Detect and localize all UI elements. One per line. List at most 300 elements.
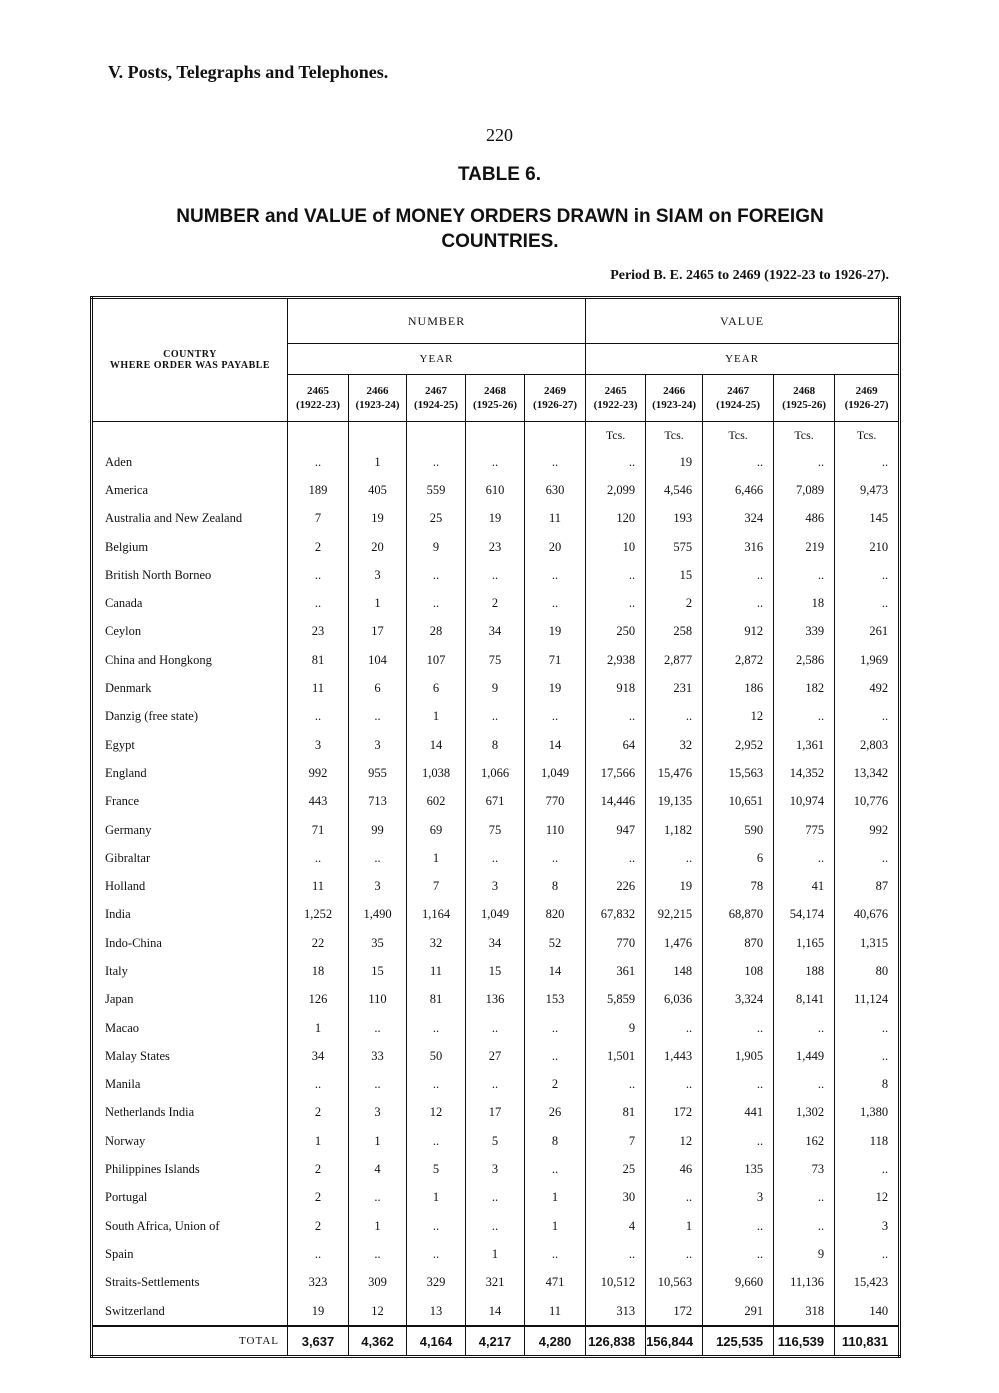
value-cell: 14,352 bbox=[774, 759, 835, 787]
value-cell: 110,831 bbox=[835, 1326, 900, 1357]
country-text: France bbox=[105, 794, 140, 809]
number-cell: 136 bbox=[466, 986, 525, 1014]
number-cell: .. bbox=[288, 589, 349, 617]
value-cell: 19 bbox=[646, 872, 703, 900]
number-cell: 20 bbox=[349, 533, 407, 561]
table-row bbox=[92, 589, 900, 617]
country-header bbox=[92, 298, 288, 422]
country-name bbox=[92, 1042, 288, 1070]
year-be: 2469 bbox=[544, 385, 567, 397]
number-cell: 405 bbox=[349, 476, 407, 504]
number-cell: 14 bbox=[525, 731, 586, 759]
country-text: Holland bbox=[105, 879, 146, 894]
title-line-2: COUNTRIES. bbox=[441, 231, 559, 252]
value-cell: 10,651 bbox=[703, 788, 774, 816]
value-cell: 6,036 bbox=[646, 986, 703, 1014]
value-cell: 10,776 bbox=[835, 788, 900, 816]
number-cell: 32 bbox=[407, 929, 466, 957]
number-cell: .. bbox=[407, 1212, 466, 1240]
country-text: Canada bbox=[105, 596, 143, 611]
country-text: Norway bbox=[105, 1133, 146, 1148]
number-cell: .. bbox=[407, 1240, 466, 1268]
empty-cell bbox=[407, 422, 466, 449]
value-cell: 78 bbox=[703, 872, 774, 900]
country-name bbox=[92, 533, 288, 561]
value-cell: 19 bbox=[646, 448, 703, 476]
number-cell: 153 bbox=[525, 986, 586, 1014]
country-text: British North Borneo bbox=[105, 567, 212, 582]
number-cell: .. bbox=[525, 561, 586, 589]
section-heading: V. Posts, Telegraphs and Telephones. bbox=[108, 62, 389, 82]
number-cell: 52 bbox=[525, 929, 586, 957]
value-cell: 324 bbox=[703, 505, 774, 533]
value-cell: 126,838 bbox=[586, 1326, 646, 1357]
country-name bbox=[92, 1184, 288, 1212]
value-cell: 1,969 bbox=[835, 646, 900, 674]
country-name bbox=[92, 759, 288, 787]
country-text: Japan bbox=[105, 992, 134, 1007]
number-cell: 1 bbox=[349, 1127, 407, 1155]
value-cell: 441 bbox=[703, 1099, 774, 1127]
year-be: 2468 bbox=[484, 385, 506, 397]
value-cell: 92,215 bbox=[646, 901, 703, 929]
country-name bbox=[92, 703, 288, 731]
value-cell: 3 bbox=[835, 1212, 900, 1240]
empty-cell bbox=[288, 422, 349, 449]
country-name bbox=[92, 476, 288, 504]
number-cell: 1 bbox=[525, 1184, 586, 1212]
number-cell: 992 bbox=[288, 759, 349, 787]
country-name bbox=[92, 1212, 288, 1240]
number-cell: 26 bbox=[525, 1099, 586, 1127]
country-text: Indo-China bbox=[105, 935, 162, 950]
number-cell: 3,637 bbox=[288, 1326, 349, 1357]
country-name bbox=[92, 957, 288, 985]
period-line: Period B. E. 2465 to 2469 (1922-23 to 1926-27). bbox=[610, 268, 889, 283]
table-title bbox=[150, 204, 850, 254]
unit-label: Tcs. bbox=[774, 422, 835, 449]
value-cell: 46 bbox=[646, 1155, 703, 1183]
value-cell: 1,476 bbox=[646, 929, 703, 957]
number-cell: 713 bbox=[349, 788, 407, 816]
number-cell: 1 bbox=[349, 1212, 407, 1240]
table-row bbox=[92, 1155, 900, 1183]
number-cell: .. bbox=[349, 703, 407, 731]
number-cell: 12 bbox=[349, 1297, 407, 1326]
value-cell: 54,174 bbox=[774, 901, 835, 929]
number-cell: .. bbox=[349, 1240, 407, 1268]
value-cell: 1 bbox=[646, 1212, 703, 1240]
value-cell: 912 bbox=[703, 618, 774, 646]
value-cell: 172 bbox=[646, 1297, 703, 1326]
value-cell: .. bbox=[646, 1071, 703, 1099]
value-header: VALUE bbox=[586, 298, 900, 344]
number-cell: 1,038 bbox=[407, 759, 466, 787]
value-cell: .. bbox=[774, 561, 835, 589]
value-cell: 2,952 bbox=[703, 731, 774, 759]
number-cell: 104 bbox=[349, 646, 407, 674]
number-cell: .. bbox=[466, 448, 525, 476]
country-text: Switzerland bbox=[105, 1303, 165, 1318]
value-cell: 12 bbox=[835, 1184, 900, 1212]
country-name bbox=[92, 646, 288, 674]
value-cell: 9 bbox=[774, 1240, 835, 1268]
value-cell: 4 bbox=[586, 1212, 646, 1240]
empty-cell bbox=[349, 422, 407, 449]
value-cell: 15,423 bbox=[835, 1269, 900, 1297]
number-cell: .. bbox=[349, 844, 407, 872]
number-cell: .. bbox=[525, 448, 586, 476]
country-name bbox=[92, 1269, 288, 1297]
value-cell: 2,877 bbox=[646, 646, 703, 674]
value-cell: 770 bbox=[586, 929, 646, 957]
country-name bbox=[92, 1071, 288, 1099]
value-cell: 316 bbox=[703, 533, 774, 561]
number-cell: .. bbox=[525, 1240, 586, 1268]
value-cell: 361 bbox=[586, 957, 646, 985]
value-cell: 41 bbox=[774, 872, 835, 900]
value-year-2469 bbox=[835, 375, 900, 422]
number-cell: 15 bbox=[466, 957, 525, 985]
number-cell: 630 bbox=[525, 476, 586, 504]
number-cell: 35 bbox=[349, 929, 407, 957]
value-cell: 575 bbox=[646, 533, 703, 561]
country-text: Germany bbox=[105, 822, 152, 837]
country-text: TOTAL bbox=[239, 1335, 279, 1348]
number-cell: 23 bbox=[466, 533, 525, 561]
number-cell: 71 bbox=[525, 646, 586, 674]
country-name bbox=[92, 844, 288, 872]
value-cell: 30 bbox=[586, 1184, 646, 1212]
number-cell: 1 bbox=[349, 448, 407, 476]
table-row bbox=[92, 674, 900, 702]
number-cell: 34 bbox=[466, 929, 525, 957]
number-cell: 25 bbox=[407, 505, 466, 533]
number-cell: 323 bbox=[288, 1269, 349, 1297]
country-text: Spain bbox=[105, 1246, 134, 1261]
number-cell: .. bbox=[525, 589, 586, 617]
table-row bbox=[92, 1099, 900, 1127]
number-cell: 820 bbox=[525, 901, 586, 929]
value-cell: 8 bbox=[835, 1071, 900, 1099]
number-cell: 71 bbox=[288, 816, 349, 844]
value-cell: 116,539 bbox=[774, 1326, 835, 1357]
table-row bbox=[92, 957, 900, 985]
country-header-line-1: COUNTRY bbox=[163, 349, 217, 360]
country-text: Aden bbox=[105, 454, 133, 469]
value-cell: 10,512 bbox=[586, 1269, 646, 1297]
number-cell: 471 bbox=[525, 1269, 586, 1297]
number-cell: 75 bbox=[466, 816, 525, 844]
value-cell: 261 bbox=[835, 618, 900, 646]
value-cell: 40,676 bbox=[835, 901, 900, 929]
year-be: 2465 bbox=[307, 385, 329, 397]
value-cell: .. bbox=[835, 1155, 900, 1183]
value-cell: 918 bbox=[586, 674, 646, 702]
country-name bbox=[92, 1240, 288, 1268]
value-cell: .. bbox=[774, 1014, 835, 1042]
number-cell: 1 bbox=[288, 1127, 349, 1155]
value-cell: .. bbox=[586, 1071, 646, 1099]
table-row bbox=[92, 1297, 900, 1326]
number-cell: 107 bbox=[407, 646, 466, 674]
value-cell: 145 bbox=[835, 505, 900, 533]
number-cell: .. bbox=[466, 561, 525, 589]
table-row bbox=[92, 929, 900, 957]
value-cell: 250 bbox=[586, 618, 646, 646]
value-cell: 32 bbox=[646, 731, 703, 759]
number-year-2468 bbox=[466, 375, 525, 422]
value-cell: 188 bbox=[774, 957, 835, 985]
value-cell: .. bbox=[774, 1184, 835, 1212]
number-cell: 5 bbox=[407, 1155, 466, 1183]
number-cell: 7 bbox=[407, 872, 466, 900]
number-cell: 309 bbox=[349, 1269, 407, 1297]
country-name bbox=[92, 505, 288, 533]
number-cell: 11 bbox=[525, 505, 586, 533]
value-cell: .. bbox=[774, 1212, 835, 1240]
number-cell: 1,164 bbox=[407, 901, 466, 929]
value-cell: 135 bbox=[703, 1155, 774, 1183]
value-cell: .. bbox=[835, 844, 900, 872]
number-year-2465 bbox=[288, 375, 349, 422]
year-ce: (1924-25) bbox=[414, 399, 458, 411]
number-cell: 3 bbox=[466, 1155, 525, 1183]
number-cell: 9 bbox=[466, 674, 525, 702]
number-cell: 14 bbox=[466, 1297, 525, 1326]
table-row bbox=[92, 448, 900, 476]
number-cell: 1 bbox=[407, 703, 466, 731]
number-cell: 321 bbox=[466, 1269, 525, 1297]
value-cell: 7 bbox=[586, 1127, 646, 1155]
country-text: Australia and New Zealand bbox=[105, 511, 243, 526]
table-row bbox=[92, 533, 900, 561]
number-cell: 4,164 bbox=[407, 1326, 466, 1357]
value-cell: 1,182 bbox=[646, 816, 703, 844]
number-cell: .. bbox=[525, 1155, 586, 1183]
value-cell: .. bbox=[586, 703, 646, 731]
value-cell: 67,832 bbox=[586, 901, 646, 929]
number-cell: 770 bbox=[525, 788, 586, 816]
number-cell: 8 bbox=[525, 872, 586, 900]
country-text: Malay States bbox=[105, 1048, 170, 1063]
value-year-2465 bbox=[586, 375, 646, 422]
number-cell: 11 bbox=[407, 957, 466, 985]
number-cell: 4,217 bbox=[466, 1326, 525, 1357]
year-be: 2468 bbox=[793, 385, 816, 397]
value-cell: 8,141 bbox=[774, 986, 835, 1014]
table-row bbox=[92, 901, 900, 929]
number-cell: 13 bbox=[407, 1297, 466, 1326]
country-header-line-2: WHERE ORDER WAS PAYABLE bbox=[109, 360, 271, 371]
value-cell: 140 bbox=[835, 1297, 900, 1326]
value-cell: 10 bbox=[586, 533, 646, 561]
empty-cell bbox=[525, 422, 586, 449]
number-cell: 3 bbox=[349, 561, 407, 589]
value-cell: .. bbox=[646, 703, 703, 731]
number-cell: .. bbox=[466, 1212, 525, 1240]
country-text: Ceylon bbox=[105, 624, 142, 639]
value-cell: .. bbox=[835, 448, 900, 476]
number-cell: 19 bbox=[525, 674, 586, 702]
country-text: Manila bbox=[105, 1077, 141, 1092]
value-cell: 186 bbox=[703, 674, 774, 702]
number-cell: 17 bbox=[466, 1099, 525, 1127]
value-cell: .. bbox=[646, 1184, 703, 1212]
number-cell: 23 bbox=[288, 618, 349, 646]
country-name bbox=[92, 448, 288, 476]
number-cell: 110 bbox=[349, 986, 407, 1014]
year-ce: (1925-26) bbox=[782, 399, 827, 411]
value-cell: 313 bbox=[586, 1297, 646, 1326]
country-text: Straits-Settlements bbox=[105, 1275, 200, 1290]
number-cell: 81 bbox=[407, 986, 466, 1014]
value-cell: 125,535 bbox=[703, 1326, 774, 1357]
table-row bbox=[92, 731, 900, 759]
page-number: 220 bbox=[486, 125, 513, 145]
value-cell: 162 bbox=[774, 1127, 835, 1155]
value-cell: 87 bbox=[835, 872, 900, 900]
number-cell: .. bbox=[288, 561, 349, 589]
number-cell: 81 bbox=[288, 646, 349, 674]
country-text: Portugal bbox=[105, 1190, 148, 1205]
value-cell: 193 bbox=[646, 505, 703, 533]
number-cell: 34 bbox=[288, 1042, 349, 1070]
value-cell: 10,974 bbox=[774, 788, 835, 816]
number-cell: 602 bbox=[407, 788, 466, 816]
number-cell: .. bbox=[466, 703, 525, 731]
value-cell: .. bbox=[703, 1014, 774, 1042]
value-cell: 17,566 bbox=[586, 759, 646, 787]
number-cell: 2 bbox=[288, 1155, 349, 1183]
value-cell: 6,466 bbox=[703, 476, 774, 504]
number-year-header: YEAR bbox=[288, 344, 586, 375]
country-text: Italy bbox=[105, 963, 128, 978]
country-name bbox=[92, 674, 288, 702]
country-name bbox=[92, 788, 288, 816]
empty-cell bbox=[92, 422, 288, 449]
number-cell: 11 bbox=[288, 872, 349, 900]
unit-label: Tcs. bbox=[586, 422, 646, 449]
value-cell: 1,443 bbox=[646, 1042, 703, 1070]
value-cell: .. bbox=[586, 561, 646, 589]
number-cell: 18 bbox=[288, 957, 349, 985]
table-row bbox=[92, 1071, 900, 1099]
value-cell: 486 bbox=[774, 505, 835, 533]
value-cell: 14,446 bbox=[586, 788, 646, 816]
number-cell: 1,049 bbox=[525, 759, 586, 787]
number-cell: .. bbox=[407, 1071, 466, 1099]
year-be: 2467 bbox=[727, 385, 750, 397]
value-cell: 1,380 bbox=[835, 1099, 900, 1127]
value-cell: 18 bbox=[774, 589, 835, 617]
number-cell: 329 bbox=[407, 1269, 466, 1297]
value-cell: 775 bbox=[774, 816, 835, 844]
number-cell: 14 bbox=[407, 731, 466, 759]
value-cell: 590 bbox=[703, 816, 774, 844]
number-cell: 110 bbox=[525, 816, 586, 844]
value-cell: .. bbox=[703, 1127, 774, 1155]
country-text: India bbox=[105, 907, 131, 922]
number-cell: 1,252 bbox=[288, 901, 349, 929]
value-cell: 258 bbox=[646, 618, 703, 646]
country-name bbox=[92, 872, 288, 900]
number-cell: 69 bbox=[407, 816, 466, 844]
country-text: Philippines Islands bbox=[105, 1162, 200, 1177]
table-row bbox=[92, 1212, 900, 1240]
number-cell: .. bbox=[288, 448, 349, 476]
value-cell: .. bbox=[703, 448, 774, 476]
table-row bbox=[92, 561, 900, 589]
country-text: Netherlands India bbox=[105, 1105, 195, 1120]
value-cell: 156,844 bbox=[646, 1326, 703, 1357]
title-line-1: NUMBER and VALUE of MONEY ORDERS DRAWN in SIAM on FOREIGN bbox=[176, 206, 824, 227]
value-cell: .. bbox=[835, 589, 900, 617]
value-cell: 318 bbox=[774, 1297, 835, 1326]
number-cell: 4,362 bbox=[349, 1326, 407, 1357]
value-cell: 172 bbox=[646, 1099, 703, 1127]
value-cell: 1,905 bbox=[703, 1042, 774, 1070]
number-cell: 1 bbox=[288, 1014, 349, 1042]
value-cell: 7,089 bbox=[774, 476, 835, 504]
number-cell: 955 bbox=[349, 759, 407, 787]
year-be: 2467 bbox=[425, 385, 447, 397]
number-cell: 8 bbox=[525, 1127, 586, 1155]
table-row bbox=[92, 1269, 900, 1297]
year-be: 2466 bbox=[366, 385, 389, 397]
year-ce: (1922-23) bbox=[593, 399, 638, 411]
number-cell: 19 bbox=[525, 618, 586, 646]
country-text: Belgium bbox=[105, 539, 149, 554]
number-cell: 14 bbox=[525, 957, 586, 985]
number-cell: .. bbox=[466, 1184, 525, 1212]
value-cell: .. bbox=[703, 561, 774, 589]
number-cell: .. bbox=[407, 448, 466, 476]
year-be: 2465 bbox=[604, 385, 627, 397]
value-cell: 2,803 bbox=[835, 731, 900, 759]
number-cell: 11 bbox=[525, 1297, 586, 1326]
value-cell: 339 bbox=[774, 618, 835, 646]
number-cell: 2 bbox=[288, 533, 349, 561]
number-cell: 1 bbox=[349, 589, 407, 617]
number-cell: .. bbox=[288, 703, 349, 731]
value-cell: 10,563 bbox=[646, 1269, 703, 1297]
country-text: England bbox=[105, 765, 147, 780]
number-year-2467 bbox=[407, 375, 466, 422]
year-be: 2466 bbox=[663, 385, 686, 397]
value-cell: 1,302 bbox=[774, 1099, 835, 1127]
value-cell: 118 bbox=[835, 1127, 900, 1155]
value-cell: 13,342 bbox=[835, 759, 900, 787]
country-name bbox=[92, 589, 288, 617]
number-cell: .. bbox=[349, 1014, 407, 1042]
value-cell: .. bbox=[703, 1071, 774, 1099]
number-cell: 75 bbox=[466, 646, 525, 674]
table-row bbox=[92, 618, 900, 646]
country-text: China and Hongkong bbox=[105, 652, 212, 667]
value-cell: 992 bbox=[835, 816, 900, 844]
value-cell: 291 bbox=[703, 1297, 774, 1326]
number-cell: 27 bbox=[466, 1042, 525, 1070]
value-cell: .. bbox=[835, 1042, 900, 1070]
value-cell: 1,315 bbox=[835, 929, 900, 957]
country-name bbox=[92, 618, 288, 646]
value-cell: 108 bbox=[703, 957, 774, 985]
number-cell: .. bbox=[466, 1071, 525, 1099]
number-cell: 4,280 bbox=[525, 1326, 586, 1357]
value-cell: 25 bbox=[586, 1155, 646, 1183]
number-cell: 33 bbox=[349, 1042, 407, 1070]
